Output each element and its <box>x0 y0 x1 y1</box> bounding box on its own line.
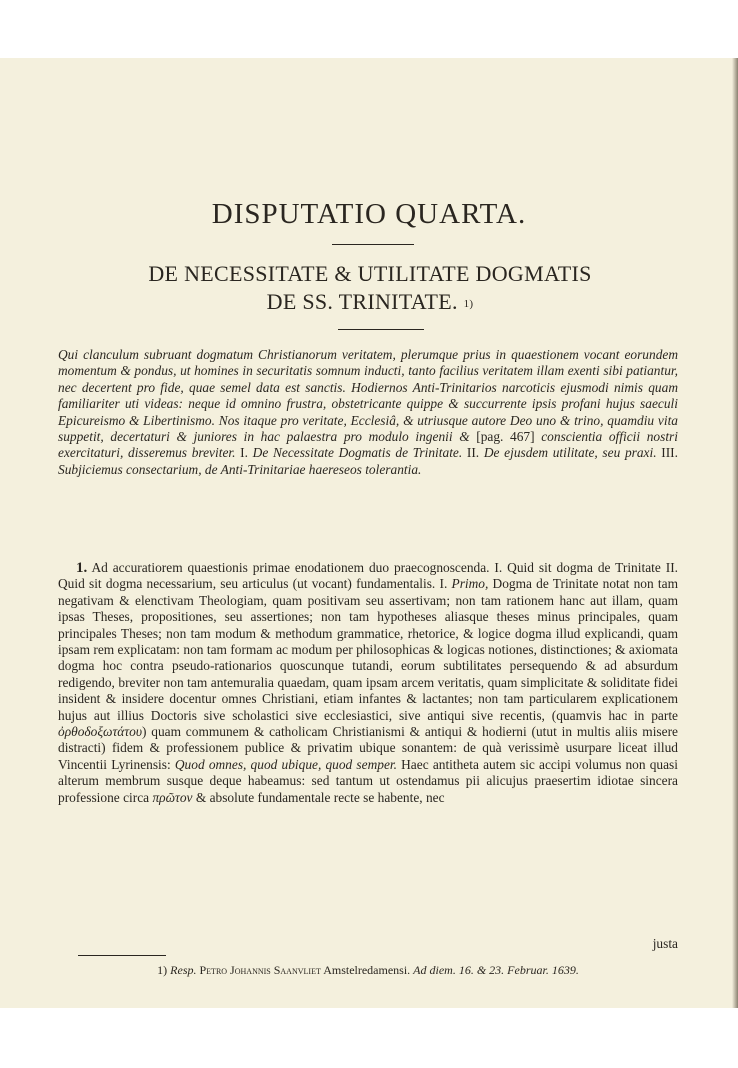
footnote-ref: 1) <box>157 963 168 977</box>
lemma-paragraph <box>58 347 678 478</box>
paragraph-number: 1. <box>76 560 88 576</box>
page-title: DISPUTATIO QUARTA. <box>211 198 527 230</box>
body-primo: Primo, <box>451 576 489 592</box>
title-rule <box>332 244 414 245</box>
lemma-numeral-3: III. <box>661 445 678 461</box>
body-text-1: Ad accuratiorem quaestionis primae enodationem duo praecognoscenda. I. Quid sit dogma de Trinitate II. Quid sit dogma necessarium, seu articulus (ut vocant) fundamentalis. I. <box>58 560 678 592</box>
body-text-5: & absolute fundamentale recte se habente, nec <box>192 789 445 805</box>
footnote-rule <box>78 955 166 956</box>
greek-term-1: ὀρθοδοξωτάτου <box>58 724 142 740</box>
footnote-name: Petro Johannis Saanvliet <box>199 963 321 977</box>
footnote-date: Ad diem. 16. & 23. Februar. 1639. <box>413 963 579 977</box>
body-text-3: ) quam communem & catholicam Christianismi & antiqui & hodierni (utut in multis aliis misere distracti) fidem & professionem publice & privatim ubique sonantem: de quà verissimè usurpare liceat illud Vincentii Lyrinensis: <box>58 724 678 772</box>
footnote-reference[interactable]: 1) <box>463 298 474 310</box>
footnote <box>58 963 678 978</box>
lemma-text-2: conscientia officii nostri exercitaturi, disseremus breviter. <box>58 429 678 461</box>
lemma-text-5: Subjiciemus consectarium, de Anti-Trinitariae haereseos tolerantia. <box>58 461 422 477</box>
footnote-resp: Resp. <box>170 963 197 977</box>
lemma-text-4: De ejusdem utilitate, seu praxi. <box>479 445 662 461</box>
lemma-numeral-2: II. <box>466 445 480 461</box>
body-text-2: Dogma de Trinitate notat non tam negativam & elenctivam Theologiam, quam positivam seu assertivam; non tam rationem hanc aut illam, quam ipsas Theses, propositiones, seu assertiones; non tam hypotheses aliasque theses minus principales, quam principales Theses; non tam modum & methodum grammatice, rhetorice, & logice dogma illud explicandi, quam ipsam rem explicatam: non tam formam ac modum per philosophicas & logicas notiones, distinctiones; & axiomata dogma hoc contra pseudo-rationarios quoscunque tutandi, eorum subtilitates persequendo & ad absurdum redigendo, breviter non tam antemuralia quaedam, quam ipsam arcem veritatis, quam simplicitate & soliditate fidei insident & insidere docentur omnes Christiani, etiam infantes & lactantes; non tam particularem explicationem hujus aut illius Doctoris sive scholastici sive ecclesiastici, sive antiqui sive recentis, (quamvis hac in parte <box>58 576 678 723</box>
greek-term-2: πρῶτον <box>152 789 193 805</box>
footnote-place: Amstelredamensi. <box>323 963 411 977</box>
vincentius-quote: Quod omnes, quod ubique, quod semper. <box>174 756 397 772</box>
lemma-text-1: Qui clanculum subruant dogmatum Christianorum veritatem, plerumque prius in quaestionem vocant eorundem momentum & pondus, ut homines in securitatis somnum inducti, tanto facilius veritatem illam exenti sibi patiantur, nec decertent pro fide, quae semel data est sanctis. Hodiernos Anti-Trinitarios narcoticis ejusmodi nimis quam familiariter uti videas: neque id omnino frustra, obstetricante quippe & succurrente ipsis profani hujus saeculi Epicureismo & Libertinismo. Nos itaque pro veritate, Ecclesiâ, & utriusque autore Deo uno & trino, quamdiu vita suppetit, decertaturi & juniores in hac palaestra pro modulo ingenii & <box>58 347 678 445</box>
subtitle-line-2: DE SS. TRINITATE. <box>266 289 458 314</box>
catchword: justa <box>652 936 678 951</box>
subtitle-rule <box>338 329 424 330</box>
subtitle <box>60 260 680 316</box>
lemma-numeral-1: I. <box>240 445 248 461</box>
body-paragraph <box>58 560 678 806</box>
lemma-text-3: De Necessitate Dogmatis de Trinitate. <box>247 445 467 461</box>
body-text-4: Haec antitheta autem sic accipi volumus non quasi alterum membrum susque deque habeamus: sed tantum ut ostendamus pii alicujus praesertim idiotae sincera professione circa <box>58 756 678 805</box>
subtitle-line-1: DE NECESSITATE & UTILITATE DOGMATIS <box>148 261 592 286</box>
page-marker: [pag. 467] <box>476 429 535 445</box>
